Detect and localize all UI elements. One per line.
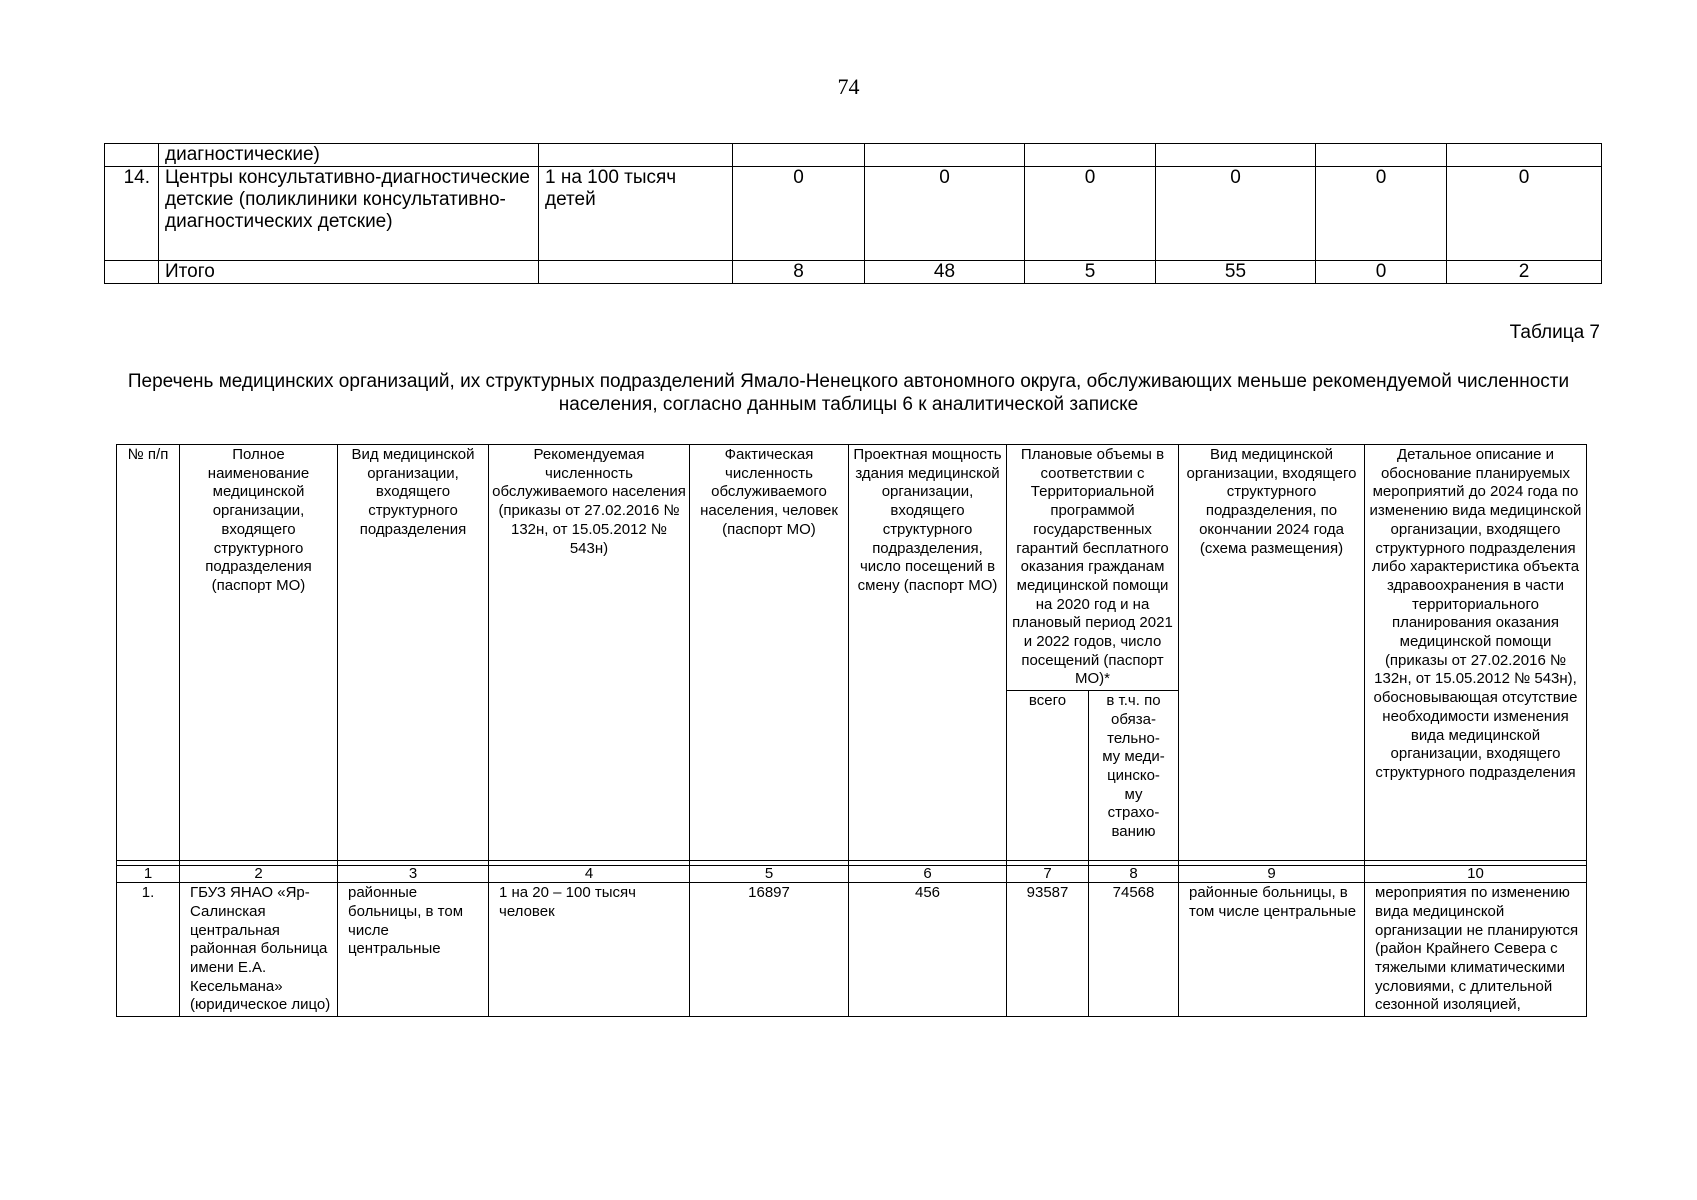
value-cell: 0 [865, 167, 1025, 261]
value-cell: 0 [733, 167, 865, 261]
total-label: Итого [159, 261, 539, 284]
norm [539, 261, 733, 284]
norm [539, 144, 733, 167]
recommended-population: 1 на 20 – 100 тысяч человек [489, 883, 690, 1017]
header-plan-oms: в т.ч. по обяза-тельно-му меди-цинско-му страхо-ванию [1089, 691, 1179, 861]
header-plan: Плановые объемы в соответствии с Территориальной программой государственных гарантий бесплатного оказания гражданам медицинской помощи на 2020 год и на плановый период 2021 и 2022 годов, число посещений (паспорт МО)* [1007, 445, 1179, 691]
table-row [117, 883, 1587, 1017]
org-name: Центры консультативно-диагностические детские (поликлиники консультативно-диагностических детские) [159, 167, 539, 261]
value-cell [1025, 144, 1156, 167]
table-title: Перечень медицинских организаций, их структурных подразделений Ямало-Ненецкого автономного округа, обслуживающих меньше рекомендуемой численности населения, согласно данным таблицы 6 к аналитической записке [127, 371, 1570, 415]
value-cell [1316, 144, 1447, 167]
column-number: 4 [489, 866, 690, 883]
header-capacity: Проектная мощность здания медицинской организации, входящего структурного подразделения, число посещений в смену (паспорт МО) [849, 445, 1007, 861]
column-number: 10 [1365, 866, 1587, 883]
actual-population: 16897 [690, 883, 849, 1017]
total-value: 0 [1316, 261, 1447, 284]
value-cell: 0 [1447, 167, 1602, 261]
column-number: 5 [690, 866, 849, 883]
plan-total: 93587 [1007, 883, 1089, 1017]
row-number [105, 261, 159, 284]
org-name: диагностические) [159, 144, 539, 167]
total-value: 55 [1156, 261, 1316, 284]
description: мероприятия по изменению вида медицинской организации не планируются (район Крайнего Севера с тяжелыми климатическими условиями, с длительной сезонной изоляцией, [1365, 883, 1587, 1017]
table-row [105, 167, 1602, 261]
row-number: 14. [105, 167, 159, 261]
value-cell: 0 [1025, 167, 1156, 261]
header-name: Полное наименование медицинской организации, входящего структурного подразделения (паспорт МО) [180, 445, 338, 861]
table-continuation [104, 143, 1602, 284]
header-row [117, 445, 1587, 691]
row-number [105, 144, 159, 167]
column-number: 6 [849, 866, 1007, 883]
value-cell [1156, 144, 1316, 167]
header-num: № п/п [117, 445, 180, 861]
org-kind-2024: районные больницы, в том числе центральные [1179, 883, 1365, 1017]
value-cell [1447, 144, 1602, 167]
value-cell: 0 [1316, 167, 1447, 261]
value-cell: 0 [1156, 167, 1316, 261]
column-number: 1 [117, 866, 180, 883]
column-number: 3 [338, 866, 489, 883]
table-7 [116, 444, 1587, 1017]
column-number: 8 [1089, 866, 1179, 883]
page-number: 74 [837, 74, 860, 99]
org-name: ГБУЗ ЯНАО «Яр-Салинская центральная районная больница имени Е.А. Кесельмана» (юридическое лицо) [180, 883, 338, 1017]
total-value: 8 [733, 261, 865, 284]
table-row [105, 144, 1602, 167]
column-number: 2 [180, 866, 338, 883]
header-kind: Вид медицинской организации, входящего структурного подразделения [338, 445, 489, 861]
column-number: 7 [1007, 866, 1089, 883]
org-kind: районные больницы, в том числе центральные [338, 883, 489, 1017]
header-recommended: Рекомендуемая численность обслуживаемого населения (приказы от 27.02.2016 № 132н, от 15.05.2012 № 543н) [489, 445, 690, 861]
header-description: Детальное описание и обоснование планируемых мероприятий до 2024 года по изменению вида медицинской организации, входящего структурного подразделения либо характеристика объекта здравоохранения в части территориального планирования оказания медицинской помощи (приказы от 27.02.2016 № 132н, от 15.05.2012 № 543н), обосновывающая отсутствие необходимости изменения вида медицинской организации, входящего структурного подразделения [1365, 445, 1587, 861]
capacity: 456 [849, 883, 1007, 1017]
value-cell [865, 144, 1025, 167]
total-value: 48 [865, 261, 1025, 284]
header-kind-2024: Вид медицинской организации, входящего структурного подразделения, по окончании 2024 года (схема размещения) [1179, 445, 1365, 861]
table-row-total [105, 261, 1602, 284]
row-number: 1. [117, 883, 180, 1017]
total-value: 5 [1025, 261, 1156, 284]
value-cell [733, 144, 865, 167]
plan-oms: 74568 [1089, 883, 1179, 1017]
column-number: 9 [1179, 866, 1365, 883]
header-actual: Фактическая численность обслуживаемого населения, человек (паспорт МО) [690, 445, 849, 861]
column-numbers-row [117, 866, 1587, 883]
norm: 1 на 100 тысяч детей [539, 167, 733, 261]
header-plan-total: всего [1007, 691, 1089, 861]
table-label: Таблица 7 [1509, 322, 1600, 343]
total-value: 2 [1447, 261, 1602, 284]
